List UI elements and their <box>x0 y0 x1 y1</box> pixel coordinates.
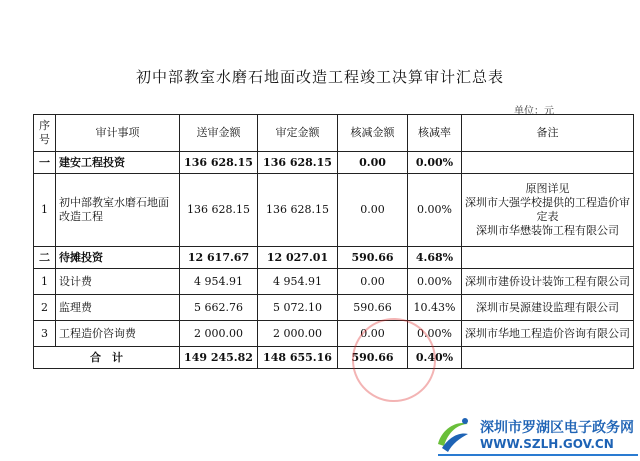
row-approved: 5 072.10 <box>258 295 338 321</box>
row-rate: 10.43% <box>408 295 462 321</box>
row-reduced: 590.66 <box>338 295 408 321</box>
row-approved: 4 954.91 <box>258 269 338 295</box>
header-note: 备注 <box>462 115 634 152</box>
row-approved: 136 628.15 <box>258 152 338 174</box>
row-index: 2 <box>34 295 56 321</box>
row-sent: 136 628.15 <box>180 174 258 247</box>
header-item: 审计事项 <box>56 115 180 152</box>
row-reduced: 0.00 <box>338 174 408 247</box>
total-rate: 0.40% <box>408 347 462 369</box>
table-row <box>34 174 634 247</box>
header-approved: 审定金额 <box>258 115 338 152</box>
row-index: 一 <box>34 152 56 174</box>
row-note: 深圳市昊源建设监理有限公司 <box>462 295 634 321</box>
logo-underline <box>438 454 638 456</box>
table-row <box>34 295 634 321</box>
row-rate: 0.00% <box>408 174 462 247</box>
audit-summary-table <box>33 114 634 369</box>
header-sent: 送审金额 <box>180 115 258 152</box>
total-sent: 149 245.82 <box>180 347 258 369</box>
table-row <box>34 269 634 295</box>
row-reduced: 0.00 <box>338 152 408 174</box>
header-rate: 核减率 <box>408 115 462 152</box>
total-label: 合 计 <box>34 347 180 369</box>
logo-url: WWW.SZLH.GOV.CN <box>480 437 614 451</box>
row-note <box>462 174 634 247</box>
row-reduced: 590.66 <box>338 247 408 269</box>
row-approved: 2 000.00 <box>258 321 338 347</box>
row-item: 设计费 <box>56 269 180 295</box>
row-item: 建安工程投资 <box>56 152 180 174</box>
total-reduced: 590.66 <box>338 347 408 369</box>
header-reduced: 核减金额 <box>338 115 408 152</box>
logo-swirl-icon <box>432 414 472 454</box>
row-rate: 4.68% <box>408 247 462 269</box>
row-note: 深圳市华地工程造价咨询有限公司 <box>462 321 634 347</box>
row-item: 待摊投资 <box>56 247 180 269</box>
row-index: 3 <box>34 321 56 347</box>
row-sent: 136 628.15 <box>180 152 258 174</box>
row-rate: 0.00% <box>408 321 462 347</box>
row-approved: 136 628.15 <box>258 174 338 247</box>
row-note: 深圳市建侨设计装饰工程有限公司 <box>462 269 634 295</box>
row-item: 监理费 <box>56 295 180 321</box>
document-title: 初中部教室水磨石地面改造工程竣工决算审计汇总表 <box>135 68 504 86</box>
row-note <box>462 247 634 269</box>
total-note <box>462 347 634 369</box>
row-rate: 0.00% <box>408 269 462 295</box>
row-reduced: 0.00 <box>338 269 408 295</box>
row-sent: 4 954.91 <box>180 269 258 295</box>
logo-site-name: 深圳市罗湖区电子政务网 <box>480 420 634 436</box>
unit-label: 单位：元 <box>514 106 554 117</box>
table-total-row <box>34 347 634 369</box>
note-line: 原图详见 <box>525 182 570 195</box>
row-sent: 2 000.00 <box>180 321 258 347</box>
row-index: 二 <box>34 247 56 269</box>
total-approved: 148 655.16 <box>258 347 338 369</box>
note-line: 深圳市大强学校提供的工程造价审定表 <box>465 196 630 223</box>
row-note <box>462 152 634 174</box>
row-reduced: 0.00 <box>338 321 408 347</box>
header-index: 序号 <box>34 115 56 152</box>
table-row <box>34 247 634 269</box>
row-index: 1 <box>34 269 56 295</box>
table-row <box>34 321 634 347</box>
row-item: 初中部教室水磨石地面改造工程 <box>56 174 180 247</box>
table-header-row <box>34 115 634 152</box>
note-line: 深圳市华懋装饰工程有限公司 <box>476 224 619 237</box>
table-row <box>34 152 634 174</box>
row-approved: 12 027.01 <box>258 247 338 269</box>
row-rate: 0.00% <box>408 152 462 174</box>
row-index: 1 <box>34 174 56 247</box>
site-logo[interactable] <box>432 409 638 459</box>
row-sent: 5 662.76 <box>180 295 258 321</box>
row-sent: 12 617.67 <box>180 247 258 269</box>
row-item: 工程造价咨询费 <box>56 321 180 347</box>
